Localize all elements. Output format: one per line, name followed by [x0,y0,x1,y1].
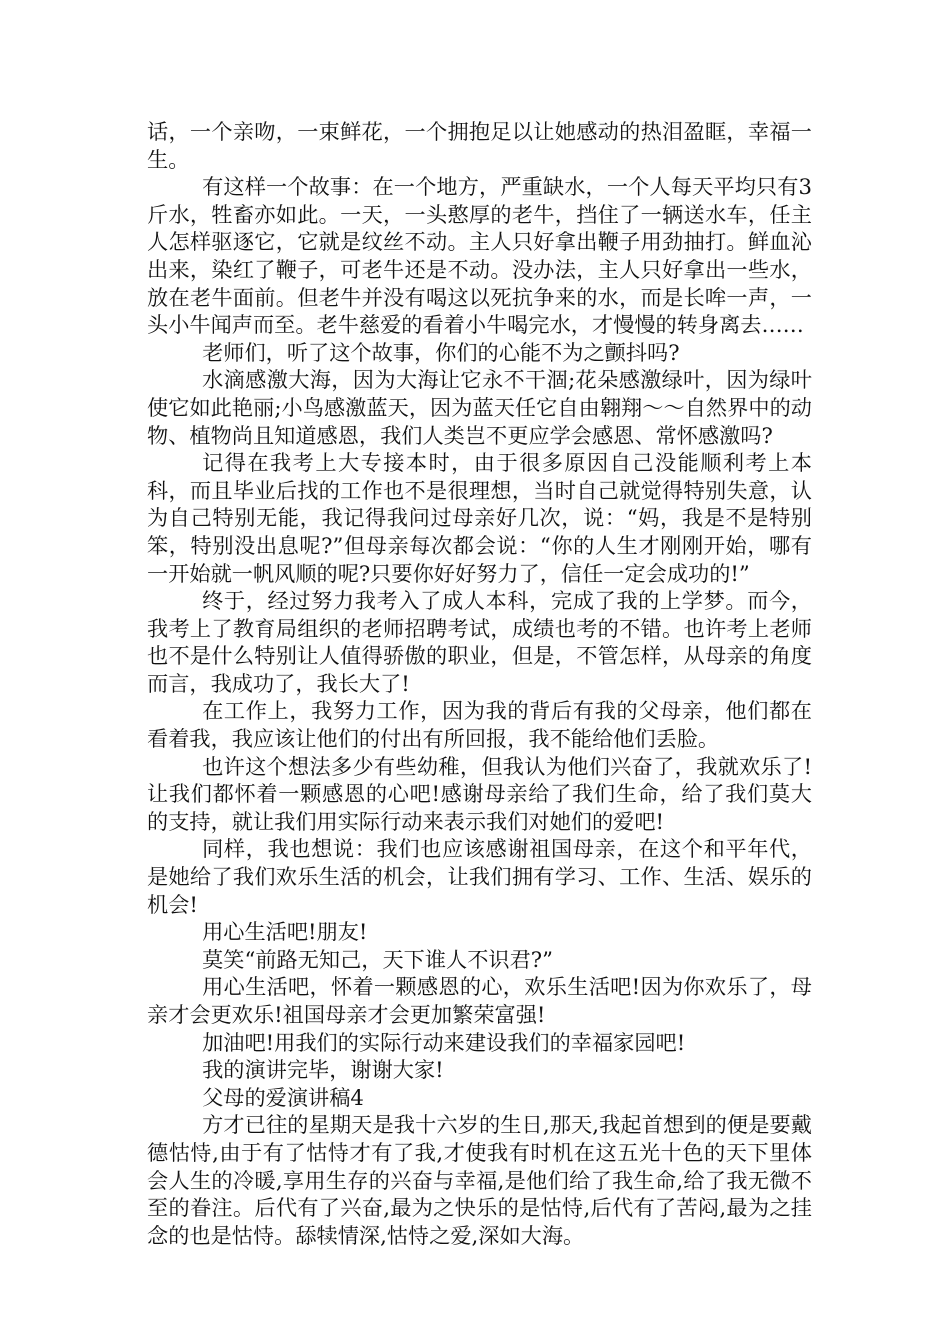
paragraph-closing: 我的演讲完毕，谢谢大家! [202,1057,444,1083]
paragraph-motherland: 同样，我也想说：我们也应该感谢祖国母亲，在这个和平年代，是她给了我们欢乐生活的机会，让我们拥有学习、工作、生活、娱乐的机会! [147,836,812,917]
document-body [147,118,812,1249]
paragraph-gratitude-nature: 水滴感激大海，因为大海让它永不干涸;花朵感激绿叶，因为绿叶使它如此艳丽;小鸟感激蓝天，因为蓝天任它自由翱翔～～自然界中的动物、植物尚且知道感恩，我们人类岂不更应学会感恩、常怀感激吗? [147,367,812,448]
paragraph-memory: 记得在我考上大专接本时，由于很多原因自己没能顺利考上本科，而且毕业后找的工作也不是很理想，当时自己就觉得特别失意，认为自己特别无能，我记得我问过母亲好几次，说：“妈，我是不是特别笨，特别没出息呢?”但母亲每次都会说：“你的人生才刚刚开始，哪有一开始就一帆风顺的呢?只要你好好努力了，信任一定会成功的!” [147,450,812,586]
paragraph-question: 老师们，听了这个故事，你们的心能不为之颤抖吗? [202,339,680,365]
paragraph-continuation: 话，一个亲吻，一束鲜花，一个拥抱足以让她感动的热泪盈眶，幸福一生。 [147,119,812,172]
section-heading: 父母的爱演讲稿4 [202,1084,364,1110]
paragraph-success: 终于，经过努力我考入了成人本科，完成了我的上学梦。而今，我考上了教育局组织的老师招聘考试，成绩也考的不错。也许考上老师也不是什么特别让人值得骄傲的职业，但是，不管怎样，从母亲的角度而言，我成功了，我长大了! [147,588,812,696]
paragraph-quote: 莫笑“前路无知己，天下谁人不识君?” [202,946,553,972]
paragraph-live-fully: 用心生活吧!朋友! [202,919,368,945]
paragraph-live-grateful: 用心生活吧，怀着一颗感恩的心，欢乐生活吧!因为你欢乐了，母亲才会更欢乐!祖国母亲才会更加繁荣富强! [147,974,812,1027]
paragraph-work: 在工作上，我努力工作，因为我的背后有我的父母亲，他们都在看着我，我应该让他们的付出有所回报，我不能给他们丢脸。 [147,698,812,752]
paragraph-story: 有这样一个故事：在一个地方，严重缺水，一个人每天平均只有3斤水，牲畜亦如此。一天，一头憨厚的老牛，挡住了一辆送水车，任主人怎样驱逐它，它就是纹丝不动。主人只好拿出鞭子用劲抽打。鲜血沁出来，染红了鞭子，可老牛还是不动。没办法，主人只好拿出一些水，放在老牛面前。但老牛并没有喝这以死抗争来的水，而是长哞一声，一头小牛闻声而至。老牛慈爱的看着小牛喝完水，才慢慢的转身离去…… [147,174,812,338]
paragraph-cheer: 加油吧!用我们的实际行动来建设我们的幸福家园吧! [202,1029,686,1055]
paragraph-birthday: 方才已往的星期天是我十六岁的生日,那天,我起首想到的便是要戴德怙恃,由于有了怙恃才有了我,才使我有时机在这五光十色的天下里体会人生的冷暖,享用生存的兴奋与幸福,是他们给了我生命,给了我无微不至的眷注。后代有了兴奋,最为之快乐的是怙恃,后代有了苦闷,最为之挂念的也是怙恃。舔犊情深,怙恃之爱,深如大海。 [147,1112,812,1248]
paragraph-thanks-mother: 也许这个想法多少有些幼稚，但我认为他们兴奋了，我就欢乐了!让我们都怀着一颗感恩的心吧!感谢母亲给了我们生命，给了我们莫大的支持，就让我们用实际行动来表示我们对她们的爱吧! [147,753,812,834]
